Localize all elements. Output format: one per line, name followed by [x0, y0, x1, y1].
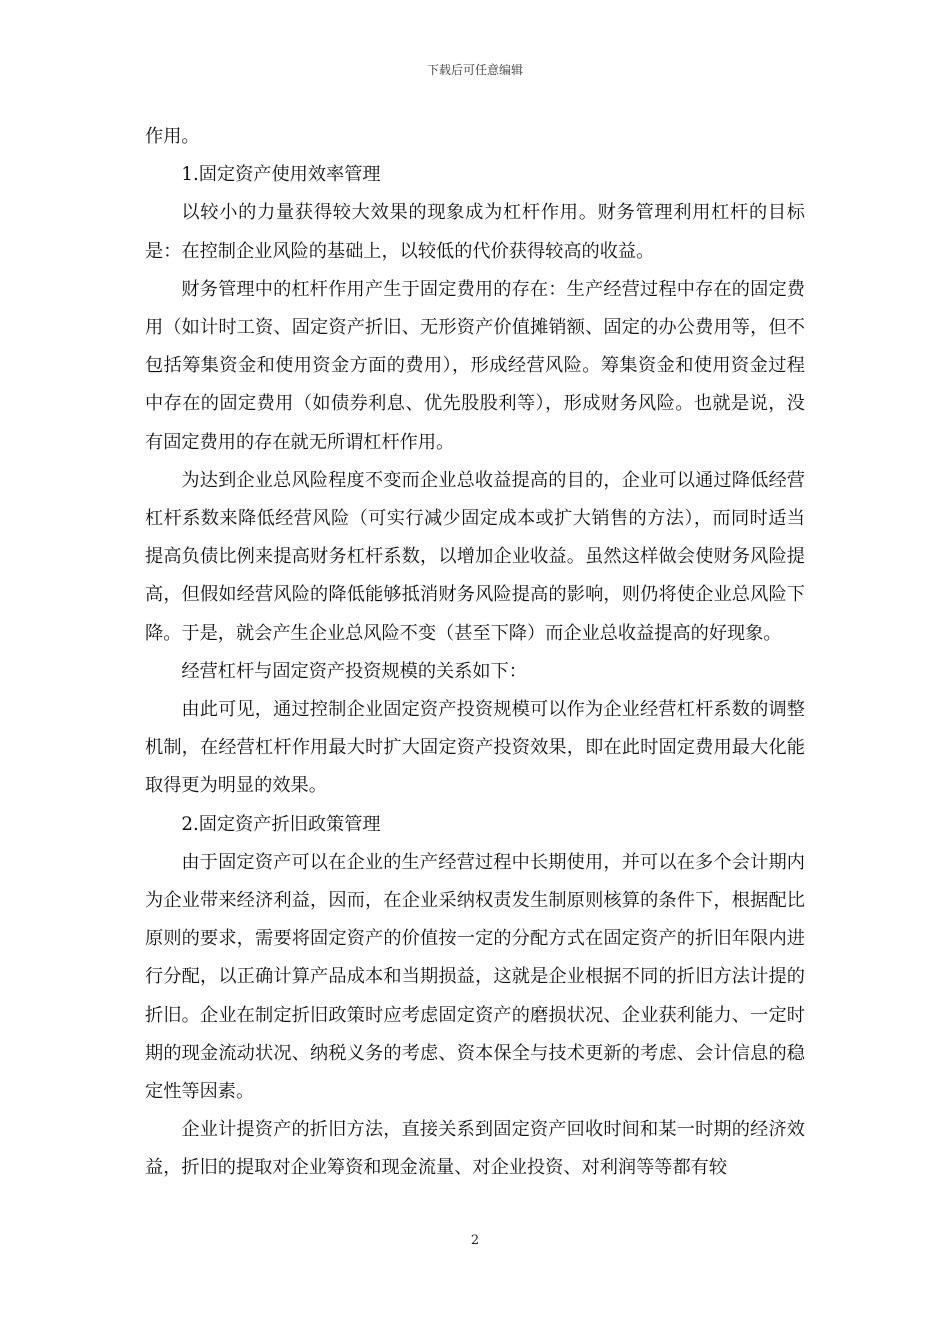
- document-body: [145, 118, 805, 1188]
- paragraph: 企业计提资产的折旧方法，直接关系到固定资产回收时间和某一时期的经济效益，折旧的提取对企业筹资和现金流量、对企业投资、对利润等等都有较: [145, 1119, 805, 1179]
- page-number: 2: [470, 1233, 480, 1248]
- paragraph-continuation: 作用。: [145, 126, 200, 147]
- paragraph: 为达到企业总风险程度不变而企业总收益提高的目的，企业可以通过降低经营杠杆系数来降低经营风险（可实行减少固定成本或扩大销售的方法），而同时适当提高负债比例来提高财务杠杆系数，以增加企业收益。虽然这样做会使财务风险提高，但假如经营风险的降低能够抵消财务风险提高的影响，则仍将使企业总风险下降。于是，就会产生企业总风险不变（甚至下降）而企业总收益提高的好现象。: [145, 469, 805, 644]
- paragraph: 财务管理中的杠杆作用产生于固定费用的存在：生产经营过程中存在的固定费用（如计时工资、固定资产折旧、无形资产价值摊销额、固定的办公费用等，但不包括筹集资金和使用资金方面的费用），形成经营风险。筹集资金和使用资金过程中存在的固定费用（如债券利息、优先股股利等），形成财务风险。也就是说，没有固定费用的存在就无所谓杠杆作用。: [145, 278, 805, 453]
- section-heading-2: 2.固定资产折旧政策管理: [181, 813, 381, 835]
- section-heading-1: 1.固定资产使用效率管理: [181, 164, 381, 186]
- paragraph: 由于固定资产可以在企业的生产经营过程中长期使用，并可以在多个会计期内为企业带来经济利益，因而，在企业采纳权责发生制原则核算的条件下，根据配比原则的要求，需要将固定资产的价值按一定的分配方式在固定资产的折旧年限内进行分配，以正确计算产品成本和当期损益，这就是企业根据不同的折旧方法计提的折旧。企业在制定折旧政策时应考虑固定资产的磨损状况、企业获利能力、一定时期的现金流动状况、纳税义务的考虑、资本保全与技术更新的考虑、会计信息的稳定性等因素。: [145, 851, 805, 1103]
- page-header: 下载后可任意编辑: [426, 63, 523, 77]
- paragraph: 经营杠杆与固定资产投资规模的关系如下：: [181, 660, 527, 682]
- paragraph: 以较小的力量获得较大效果的现象成为杠杆作用。财务管理利用杠杆的目标是：在控制企业风险的基础上，以较低的代价获得较高的收益。: [145, 202, 805, 262]
- paragraph: 由此可见，通过控制企业固定资产投资规模可以作为企业经营杠杆系数的调整机制，在经营杠杆作用最大时扩大固定资产投资效果，即在此时固定费用最大化能取得更为明显的效果。: [145, 699, 805, 797]
